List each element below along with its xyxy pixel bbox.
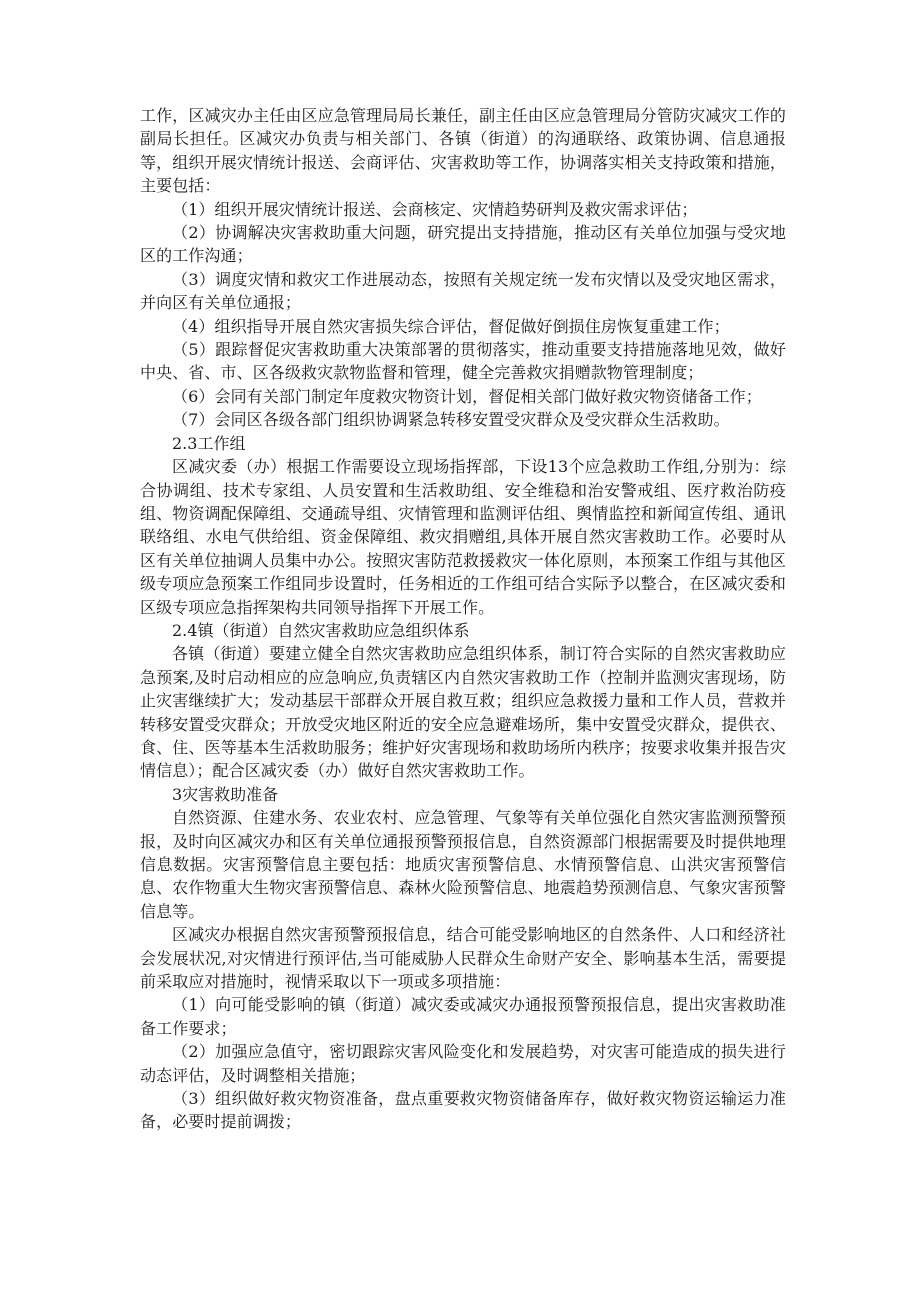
section-heading-2-4: 2.4镇（街道）自然灾害救助应急组织体系 xyxy=(172,620,470,640)
measure-item-3: （3）组织做好救灾物资准备，盘点重要救灾物资储备库存，做好救灾物资运输运力准备，必要时提前调拨； xyxy=(140,1089,786,1132)
list-item-7: （7）会同区各级各部门组织协调紧急转移安置受灾群众及受灾群众生活救助。 xyxy=(172,410,730,430)
list-item-6: （6）会同有关部门制定年度救灾物资计划，督促相关部门做好救灾物资储备工作； xyxy=(172,386,762,406)
section-heading-3: 3灾害救助准备 xyxy=(172,784,279,804)
list-item-1: （1）组织开展灾情统计报送、会商核定、灾情趋势研判及救灾需求评估； xyxy=(172,199,698,219)
measure-item-2: （2）加强应急值守，密切跟踪灾害风险变化和发展趋势，对灾害可能造成的损失进行动态评估，及时调整相关措施； xyxy=(140,1042,786,1085)
paragraph-working-groups: 区减灾委（办）根据工作需要设立现场指挥部，下设13个应急救助工作组,分别为：综合协调组、技术专家组、人员安置和生活救助组、安全维稳和治安警戒组、医疗救治防疫组、物资调配保障组、交通疏导组、灾情管理和监测评估组、舆情监控和新闻宣传组、通讯联络组、水电气供给组、资金保障组、救灾捐赠组,具体开展自然灾害救助工作。必要时从区有关单位抽调人员集中办公。按照灾害防范救援救灾一体化原则，本预案工作组与其他区级专项应急预案工作组同步设置时，任务相近的工作组可结合实际予以整合，在区减灾委和区级专项应急指挥架构共同领导指挥下开展工作。 xyxy=(140,457,786,617)
document-page xyxy=(140,104,786,1134)
section-heading-2-3: 2.3工作组 xyxy=(172,433,246,453)
paragraph-monitoring: 自然资源、住建水务、农业农村、应急管理、气象等有关单位强化自然灾害监测预警预报，及时向区减灾办和区有关单位通报预警预报信息，自然资源部门根据需要及时提供地理信息数据。灾害预警信息主要包括：地质灾害预警信息、水情预警信息、山洪灾害预警信息、农作物重大生物灾害预警信息、森林火险预警信息、地震趋势预测信息、气象灾害预警信息等。 xyxy=(140,808,786,921)
list-item-4: （4）组织指导开展自然灾害损失综合评估，督促做好倒损住房恢复重建工作； xyxy=(172,316,730,336)
paragraph-intro: 工作，区减灾办主任由区应急管理局局长兼任，副主任由区应急管理局分管防灾减灾工作的副局长担任。区减灾办负责与相关部门、各镇（街道）的沟通联络、政策协调、信息通报等，组织开展灾情统计报送、会商评估、灾害救助等工作，协调落实相关支持政策和措施，主要包括： xyxy=(140,106,786,196)
list-item-2: （2）协调解决灾害救助重大问题，研究提出支持措施，推动区有关单位加强与受灾地区的工作沟通； xyxy=(140,223,786,266)
list-item-3: （3）调度灾情和救灾工作进展动态，按照有关规定统一发布灾情以及受灾地区需求，并向区有关单位通报； xyxy=(140,269,786,313)
paragraph-town-system: 各镇（街道）要建立健全自然灾害救助应急组织体系，制订符合实际的自然灾害救助应急预案,及时启动相应的应急响应,负责辖区内自然灾害救助工作（控制并监测灾害现场，防止灾害继续扩大；发动基层干部群众开展自救互救；组织应急救援力量和工作人员，营救并转移安置受灾群众；开放受灾地区附近的安全应急避难场所，集中安置受灾群众，提供衣、食、住、医等基本生活救助服务；维护好灾害现场和救助场所内秩序；按要求收集并报告灾情信息）；配合区减灾委（办）做好自然灾害救助工作。 xyxy=(140,644,786,781)
list-item-5: （5）跟踪督促灾害救助重大决策部署的贯彻落实，推动重要支持措施落地见效，做好中央、省、市、区各级救灾款物监督和管理，健全完善救灾捐赠款物管理制度； xyxy=(140,340,786,383)
measure-item-1: （1）向可能受影响的镇（街道）减灾委或减灾办通报预警预报信息，提出灾害救助准备工作要求； xyxy=(140,995,786,1038)
paragraph-pre-assessment: 区减灾办根据自然灾害预警预报信息，结合可能受影响地区的自然条件、人口和经济社会发展状况,对灾情进行预评估,当可能威胁人民群众生命财产安全、影响基本生活，需要提前采取应对措施时，视情采取以下一项或多项措施： xyxy=(140,925,786,992)
